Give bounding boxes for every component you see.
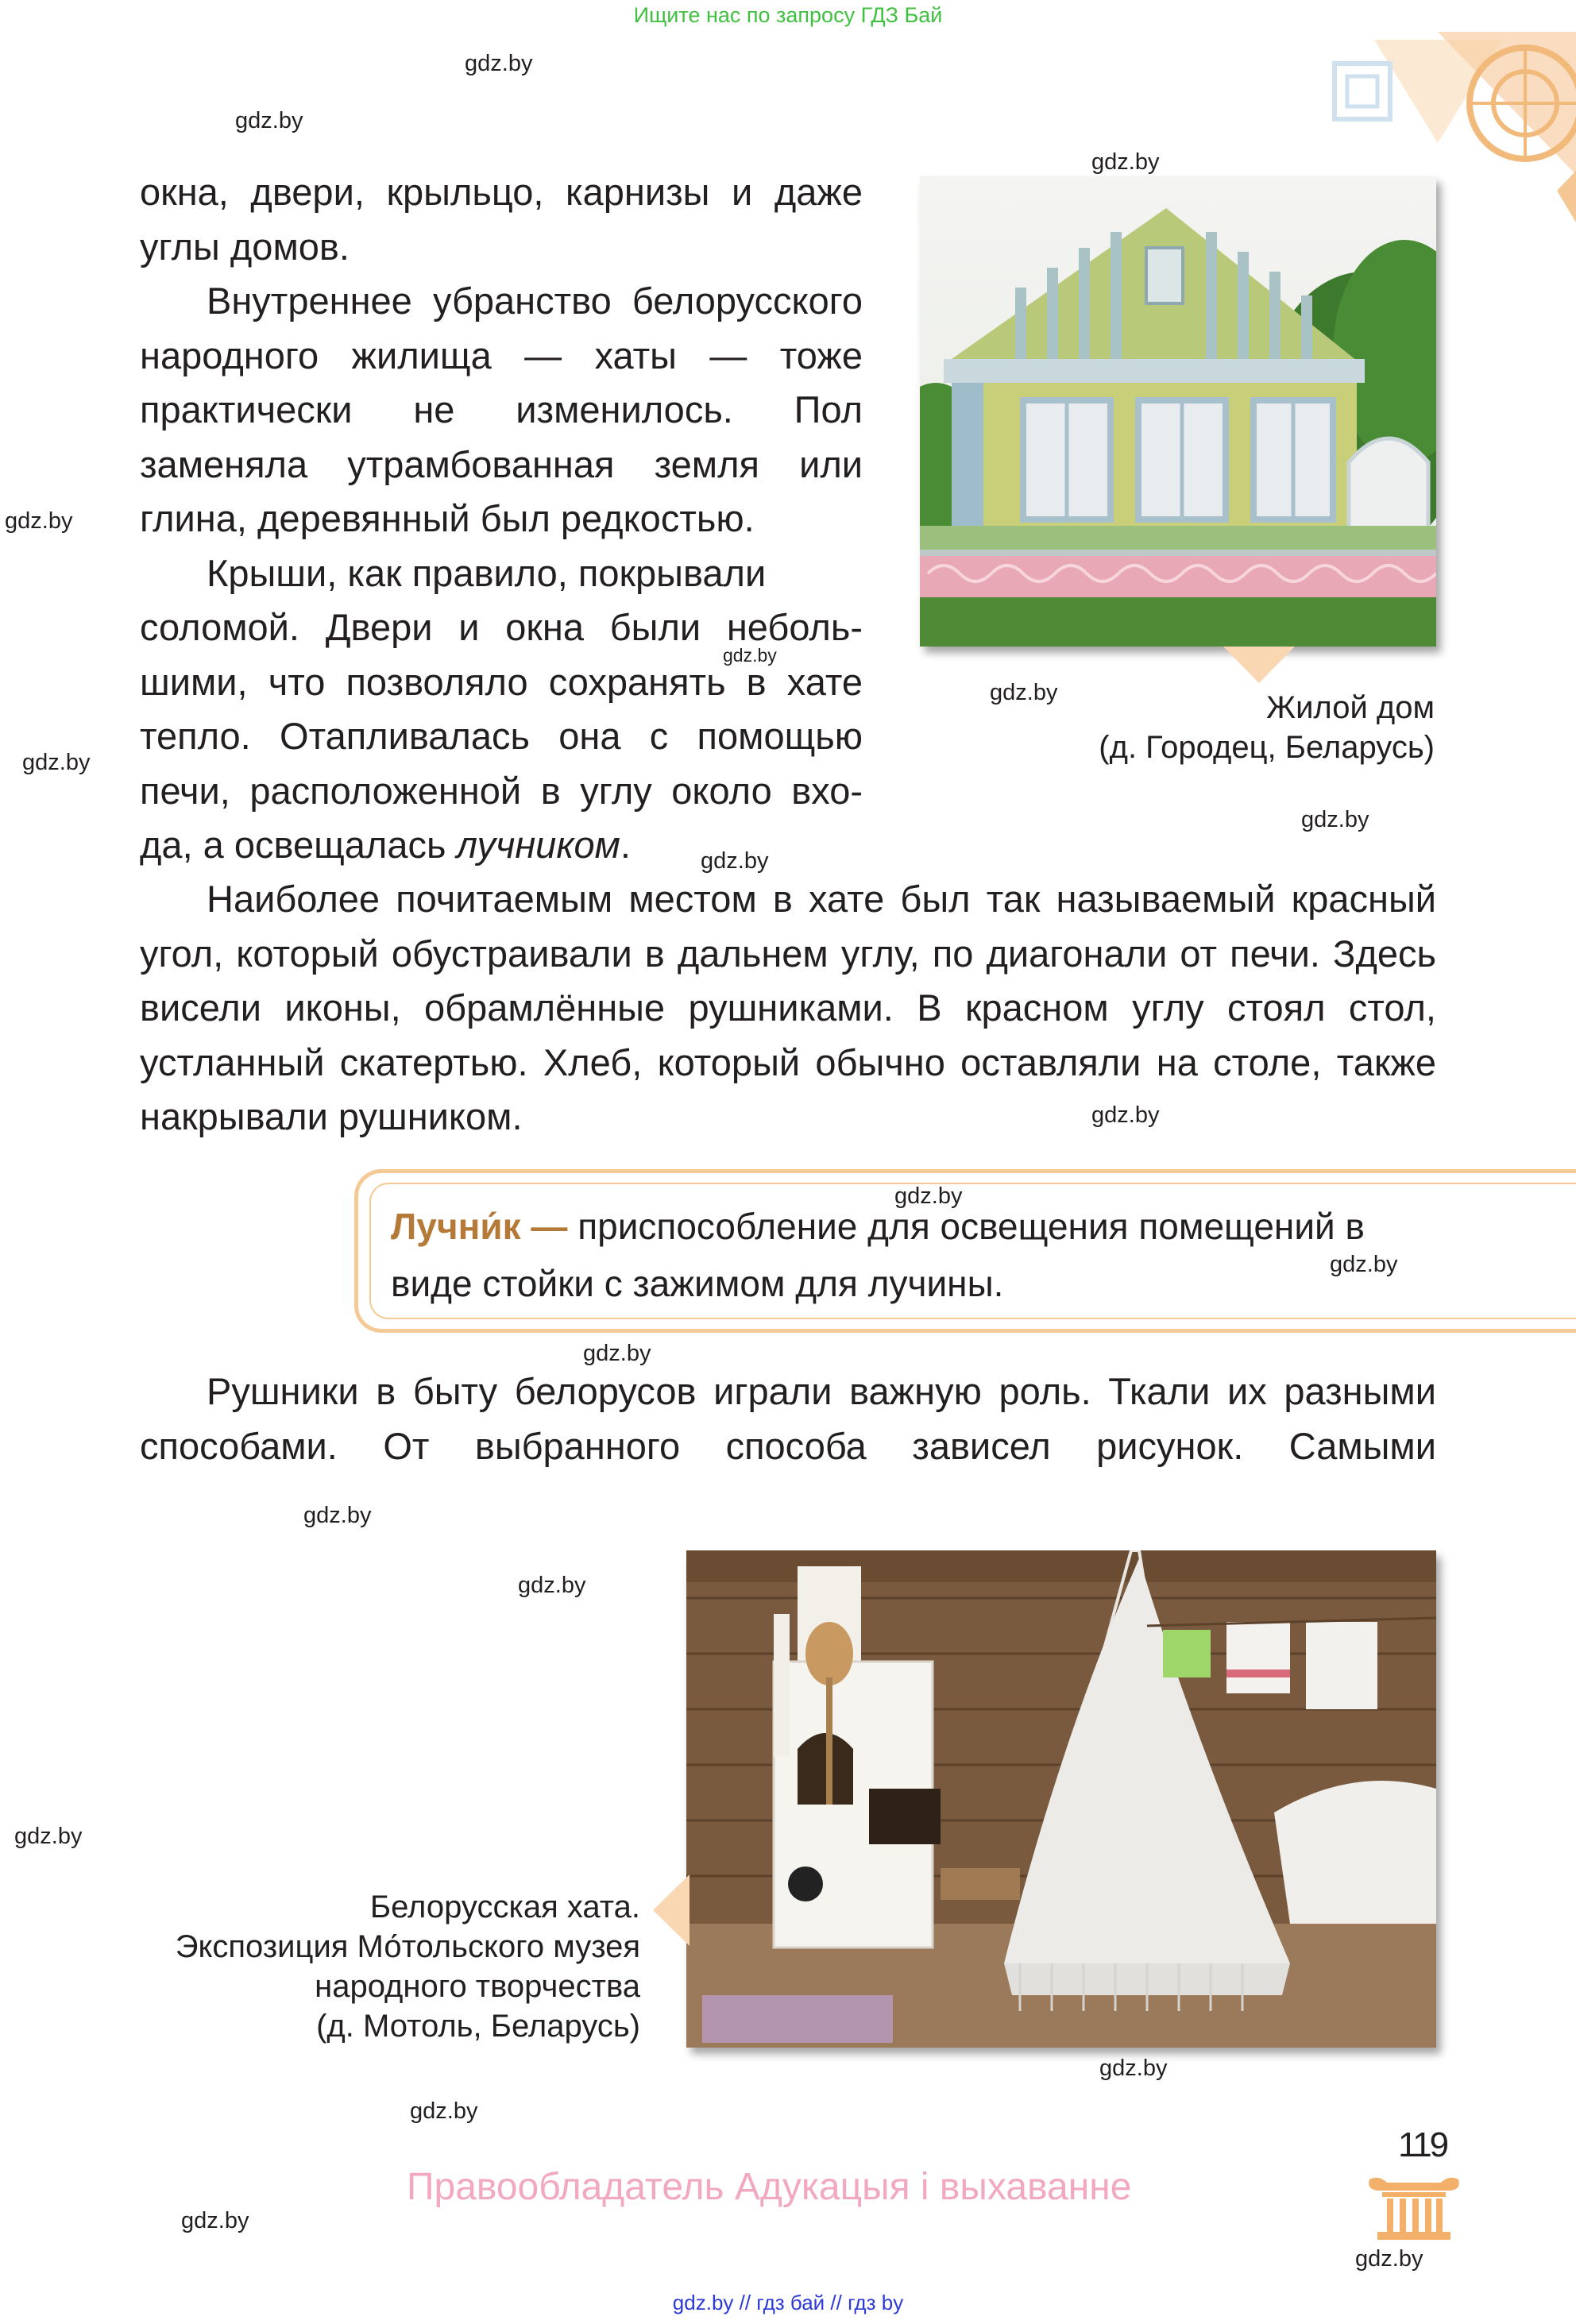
text-line: Крыши, как правило, покрывали xyxy=(207,551,767,594)
text-line: печи, расположенной в углу около вхо- xyxy=(140,769,863,812)
caption-pointer-icon xyxy=(651,1874,690,1946)
paragraph: Наиболее почитаемым местом в хате был так называемый красный угол, который обустраивали в дальнем углу, по диагонали от печи. Здесь висели иконы, обрамлённые рушниками. В красном углу стоял стол, устланный скатертью. Хлеб, который обычно оставляли на столе, также накрывали рушником. xyxy=(140,878,1436,1137)
watermark: gdz.by xyxy=(14,1824,83,1849)
definition-text xyxy=(391,1198,1447,1312)
text-line: шими, что позволяло сохранять в хате xyxy=(140,660,863,703)
watermark: gdz.by xyxy=(990,680,1058,705)
watermark: gdz.by xyxy=(518,1573,586,1598)
text-bottom xyxy=(140,1365,1436,1473)
caption-pointer-icon xyxy=(1223,647,1295,685)
copyright: Правообладатель Адукацыя і выхаванне xyxy=(407,2166,1132,2208)
definition-body: приспособление для освещения помещений в виде стойки с зажимом для лучины. xyxy=(391,1206,1365,1304)
text-full-width xyxy=(140,872,1436,1145)
watermark: gdz.by xyxy=(1330,1252,1398,1277)
hut-image xyxy=(686,1550,1436,2048)
watermark: gdz.by xyxy=(894,1183,963,1209)
top-banner[interactable]: Ищите нас по запросу ГДЗ Бай xyxy=(633,3,943,27)
watermark: gdz.by xyxy=(1301,807,1369,832)
caption-line: (д. Мотоль, Беларусь) xyxy=(316,2009,640,2044)
definition-term: Лучни́к — xyxy=(391,1206,568,1247)
text-line: тепло. Отапливалась она с помощью xyxy=(140,715,863,757)
caption-line: Белорусская хата. xyxy=(369,1890,640,1924)
watermark: gdz.by xyxy=(583,1341,651,1366)
hut-photo xyxy=(686,1550,1436,2048)
footer-links[interactable]: gdz.by // гдз бай // гдз by xyxy=(672,2291,904,2314)
watermark: gdz.by xyxy=(723,645,777,666)
watermark: gdz.by xyxy=(465,51,533,76)
caption-line: (д. Городец, Беларусь) xyxy=(1099,730,1435,765)
paragraph xyxy=(140,546,863,873)
watermark: gdz.by xyxy=(410,2098,478,2124)
caption-line: Жилой дом xyxy=(1266,690,1435,725)
watermark: gdz.by xyxy=(181,2208,249,2233)
watermark: gdz.by xyxy=(235,108,303,133)
watermark: gdz.by xyxy=(1099,2056,1168,2081)
paragraph: окна, двери, крыльцо, карнизы и даже углы домов. xyxy=(140,171,863,268)
watermark: gdz.by xyxy=(1355,2246,1423,2272)
page-number: 119 xyxy=(1398,2125,1447,2164)
term-italic: лучником xyxy=(456,824,620,866)
watermark: gdz.by xyxy=(22,750,91,775)
text-line: соломой. Двери и окна были неболь- xyxy=(140,606,863,648)
watermark: gdz.by xyxy=(1091,1102,1160,1128)
house-caption xyxy=(1033,688,1435,767)
house-image xyxy=(920,176,1436,647)
caption-line: Экспозиция Мо́тольского музея xyxy=(175,1929,640,1964)
text-line: да, а освещалась лучником. xyxy=(140,824,631,866)
watermark: gdz.by xyxy=(701,848,769,874)
hut-caption xyxy=(119,1887,640,2046)
column-icon xyxy=(1363,2175,1465,2241)
watermark: gdz.by xyxy=(5,508,73,534)
paragraph: Внутреннее убранство белорусского народного жилища — хаты — тоже практически не изменилось. Пол заменяла утрамбованная земля или глина, деревянный был редкостью. xyxy=(140,280,863,539)
house-photo xyxy=(920,176,1436,647)
text-column-top xyxy=(140,165,863,873)
watermark: gdz.by xyxy=(1091,149,1160,175)
watermark: gdz.by xyxy=(303,1503,372,1528)
paragraph: Рушники в быту белорусов играли важную роль. Ткали их разными способами. От выбранного способа зависел рисунок. Самыми xyxy=(140,1370,1436,1467)
caption-line: народного творчества xyxy=(315,1969,640,2004)
